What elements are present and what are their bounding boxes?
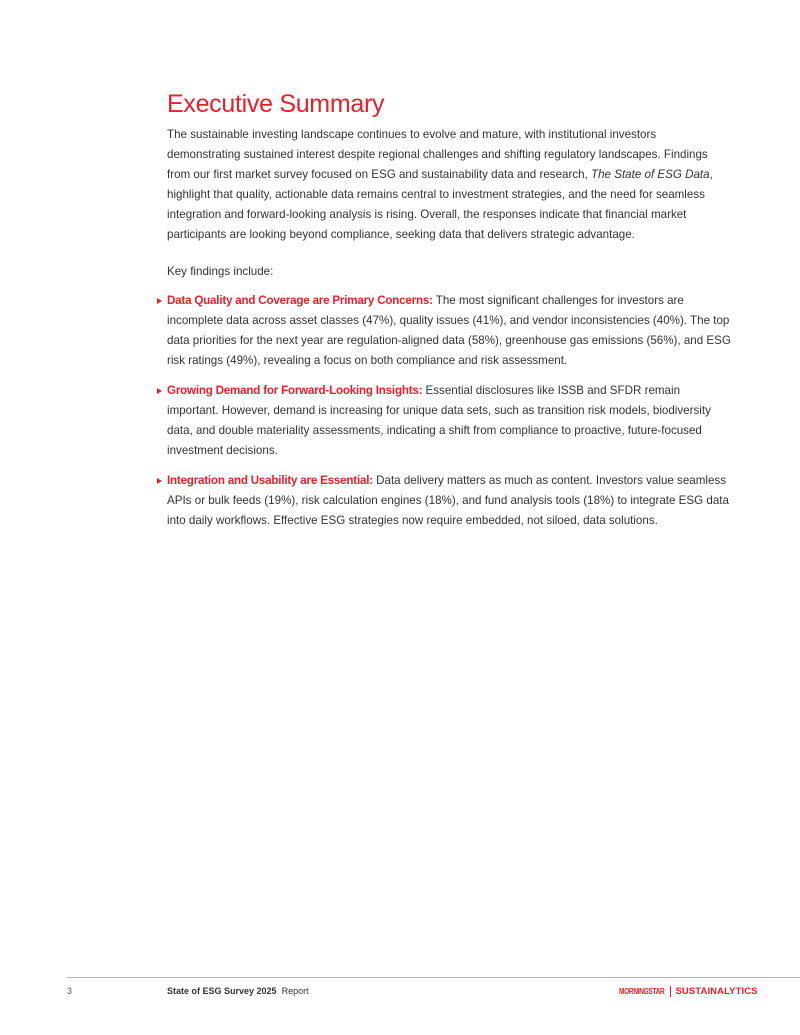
page-title: Executive Summary: [167, 90, 385, 118]
finding-item: [167, 291, 732, 371]
intro-emphasis: The State of ESG Data: [591, 168, 710, 181]
finding-title: Integration and Usability are Essential:: [167, 474, 373, 487]
finding-title: Growing Demand for Forward-Looking Insights:: [167, 384, 423, 397]
intro-text-end: , highlight that quality, actionable data remains central to investment strategies, and the need for seamless integration and forward-looking analysis is rising. Overall, the responses indicate that financial market participants are looking beyond compliance, seeking data that delivers strategic advantage.: [167, 168, 713, 241]
finding-text: Essential disclosures like ISSB and SFDR remain important. However, demand is increasing for unique data sets, such as transition risk models, biodiversity data, and double materiality assessments, indicating a shift from compliance to proactive, future-focused investment decisions.: [167, 384, 711, 457]
finding-item: [167, 381, 732, 461]
report-type: Report: [281, 986, 309, 996]
intro-text-start: The sustainable investing landscape continues to evolve and mature, with institutional investors demonstrating sustained interest despite regional challenges and shifting regulatory landscapes. Findings from our first market survey focused on ESG and sustainability data and research,: [167, 128, 708, 181]
morningstar-wordmark: MORNINGSTAR: [619, 987, 665, 996]
finding-text: The most significant challenges for investors are incomplete data across asset classes (47%), quality issues (41%), and vendor inconsistencies (40%). The top data priorities for the next year are regulation-aligned data (58%), greenhouse gas emissions (56%), and ESG risk ratings (49%), revealing a focus on both compliance and risk assessment.: [167, 294, 731, 367]
finding-text: Data delivery matters as much as content. Investors value seamless APIs or bulk feeds (19%), risk calculation engines (18%), and fund analysis tools (18%) to integrate ESG data into daily workflows. Effective ESG strategies now require embedded, not siloed, data solutions.: [167, 474, 729, 527]
sustainalytics-wordmark: SUSTAINALYTICS: [675, 986, 758, 997]
key-findings-label: Key findings include:: [167, 265, 274, 278]
finding-item: [167, 471, 732, 531]
finding-title: Data Quality and Coverage are Primary Concerns:: [167, 294, 433, 307]
bullet-arrow-icon: [157, 478, 162, 484]
bullet-arrow-icon: [157, 388, 162, 394]
findings-list: [167, 291, 732, 531]
intro-paragraph: [167, 125, 732, 245]
report-name: [167, 986, 309, 996]
logo-divider: [670, 986, 671, 997]
page-content: [167, 90, 732, 541]
footer-divider: [67, 977, 800, 978]
bullet-arrow-icon: [157, 298, 162, 304]
page-number: 3: [67, 986, 73, 996]
report-title: State of ESG Survey 2025: [167, 986, 277, 996]
morningstar-sustainalytics-logo: [619, 985, 758, 998]
